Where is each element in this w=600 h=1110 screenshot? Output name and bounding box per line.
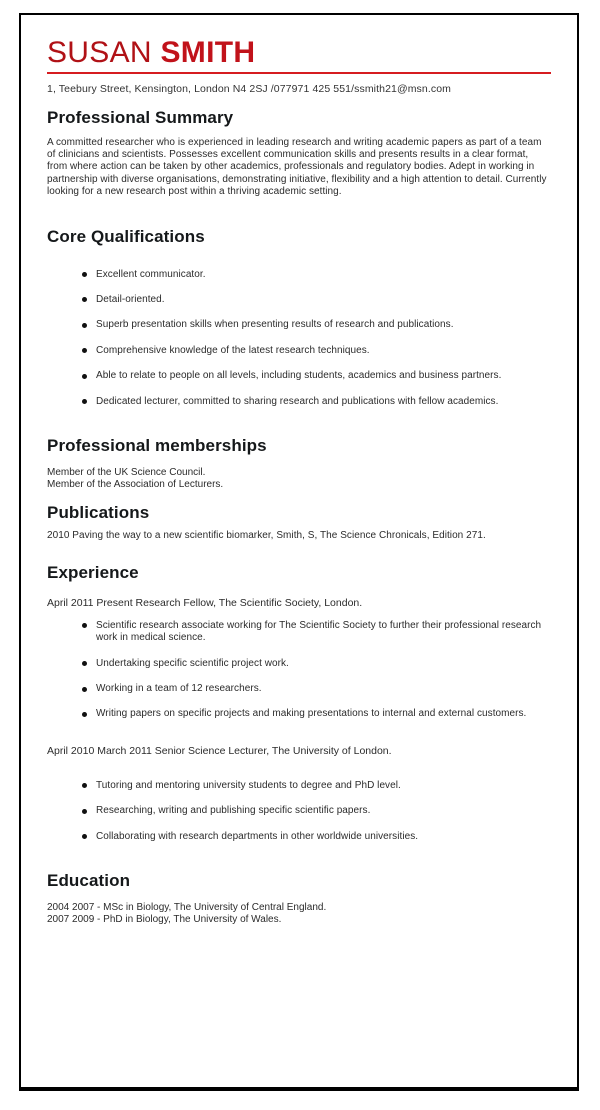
section-heading-summary: Professional Summary [47, 107, 234, 127]
list-item-text: Able to relate to people on all levels, including students, academics and business partners. [96, 370, 502, 382]
section-heading-education: Education [47, 871, 131, 891]
list-item-text: Superb presentation skills when presenting results of research and publications. [96, 319, 454, 331]
experience-bullets [47, 780, 551, 843]
list-item-text: Tutoring and mentoring university students to degree and PhD level. [96, 779, 401, 791]
bullet-icon [82, 272, 87, 277]
bullet-icon [82, 323, 87, 328]
list-item [82, 396, 551, 408]
first-name: SUSAN [47, 36, 152, 69]
list-item [82, 683, 551, 695]
education-list [47, 902, 551, 926]
list-item-text: Comprehensive knowledge of the latest research techniques. [96, 344, 370, 356]
list-item-text: Undertaking specific scientific project work. [96, 657, 289, 669]
list-item [82, 658, 551, 670]
bullet-icon [82, 297, 87, 302]
list-item-text: Scientific research associate working for The Scientific Society to further their professional research work in medical science. [96, 619, 542, 644]
memberships-list [47, 467, 551, 491]
education-line: 2004 2007 - MSc in Biology, The University of Central England. [47, 902, 327, 914]
section-heading-qualifications: Core Qualifications [47, 226, 205, 246]
list-item [82, 345, 551, 357]
bullet-icon [82, 374, 87, 379]
list-item-text: Writing papers on specific projects and making presentations to internal and external customers. [96, 708, 527, 720]
list-item-text: Collaborating with research departments in other worldwide universities. [96, 830, 419, 842]
bullet-icon [82, 661, 87, 666]
bullet-icon [82, 712, 87, 717]
list-item [82, 319, 551, 331]
section-heading-experience: Experience [47, 562, 139, 582]
bullet-icon [82, 834, 87, 839]
list-item-text: Dedicated lecturer, committed to sharing research and publications with fellow academics. [96, 395, 499, 407]
list-item [82, 294, 551, 306]
education-line: 2007 2009 - PhD in Biology, The University of Wales. [47, 914, 282, 926]
membership-line: Member of the UK Science Council. [47, 466, 206, 478]
list-item [82, 708, 551, 720]
contact-line: 1, Teebury Street, Kensington, London N4 2SJ /077971 425 551/ssmith21@msn.com [47, 82, 451, 95]
section-heading-publications: Publications [47, 503, 150, 523]
summary-text: A committed researcher who is experienced in leading research and writing academic papers as part of a team of clinicians and scientists. Possesses excellent communication skills and presents results in a clear format, from where action can be taken by other academics, professionals and regulatory bodies. Adept in working in partnership with diverse organisations, demonstrating initiative, flexibility and a high attention to detail. Currently looking for a new research post within a thriving academic setting. [47, 136, 547, 198]
section-heading-memberships: Professional memberships [47, 435, 267, 455]
list-item-text: Researching, writing and publishing specific scientific papers. [96, 805, 371, 817]
bullet-icon [82, 687, 87, 692]
publications-text: 2010 Paving the way to a new scientific biomarker, Smith, S, The Science Chronicals, Edition 271. [47, 530, 486, 542]
experience-entry-title: April 2010 March 2011 Senior Science Lecturer, The University of London. [47, 744, 392, 757]
membership-line: Member of the Association of Lecturers. [47, 479, 224, 491]
bullet-icon [82, 348, 87, 353]
bullet-icon [82, 809, 87, 814]
experience-bullets [47, 620, 551, 721]
list-item [82, 831, 551, 843]
list-item-text: Working in a team of 12 researchers. [96, 683, 262, 694]
resume-content [21, 15, 577, 926]
header-rule [47, 72, 551, 74]
candidate-name [47, 37, 551, 72]
bullet-icon [82, 399, 87, 404]
resume-page [19, 13, 579, 1091]
list-item-text: Detail-oriented. [96, 293, 165, 305]
list-item [82, 780, 551, 792]
bullet-icon [82, 783, 87, 788]
last-name: SMITH [160, 36, 256, 69]
list-item-text: Excellent communicator. [96, 268, 206, 280]
list-item [82, 620, 551, 645]
list-item [82, 269, 551, 281]
experience-entry-title: April 2011 Present Research Fellow, The Scientific Society, London. [47, 596, 363, 609]
bullet-icon [82, 623, 87, 628]
name-spacer [152, 36, 161, 69]
list-item [82, 805, 551, 817]
list-item [82, 370, 551, 382]
qualifications-list [47, 269, 551, 408]
